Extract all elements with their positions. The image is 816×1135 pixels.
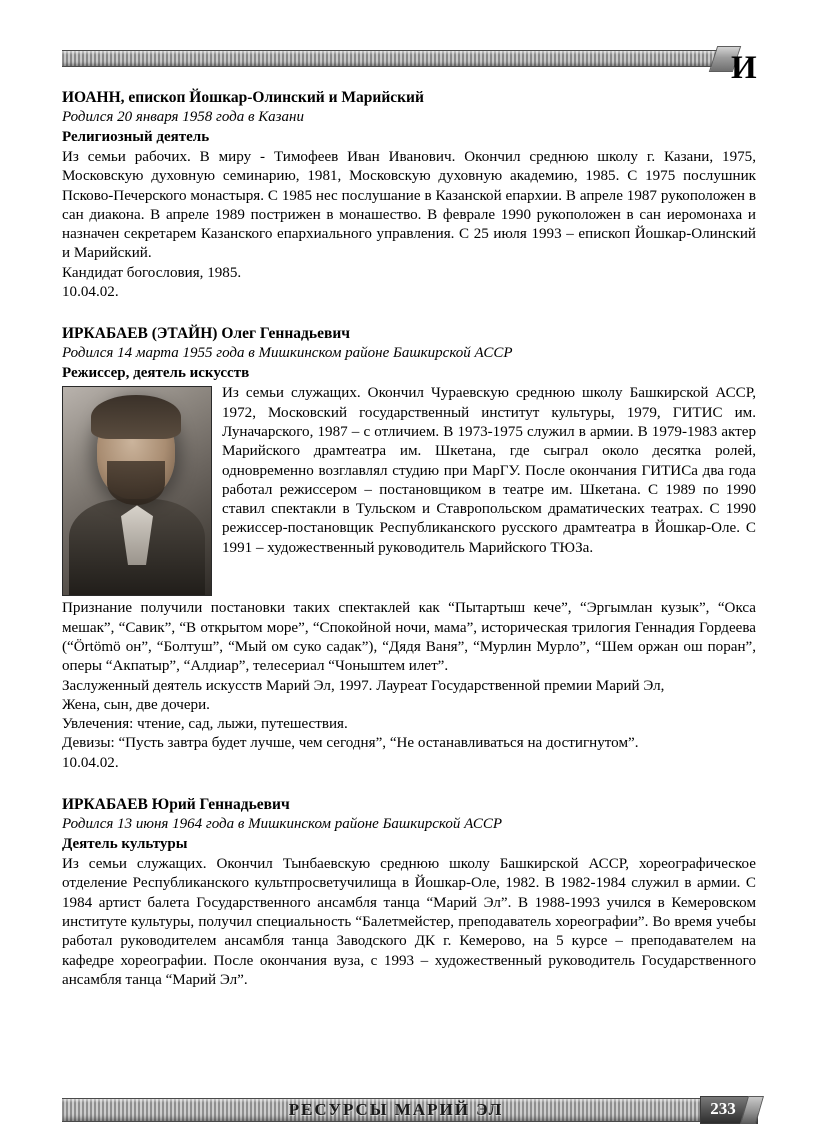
entry-born: Родился 14 марта 1955 года в Мишкинском районе Башкирской АССР (62, 345, 513, 362)
entry-irkabaev-oleg (62, 324, 756, 773)
entry-date: 10.04.02. (62, 754, 119, 771)
entry-irkabaev-yuriy (62, 795, 756, 990)
entry-role: Деятель культуры (62, 836, 188, 853)
header-bar (62, 50, 730, 67)
entry-separator (62, 773, 756, 795)
entry-body-mottos: Девизы: “Пусть завтра будет лучше, чем сегодня”, “Не останавливаться на достигнутом”. (62, 735, 639, 752)
entry-separator (62, 302, 756, 324)
entry-degree: Кандидат богословия, 1985. (62, 264, 242, 281)
section-letter: И (731, 50, 756, 86)
entry-role: Религиозный деятель (62, 129, 210, 145)
entry-born: Родился 13 июня 1964 года в Мишкинском районе Башкирской АССР (62, 816, 503, 833)
entry-born: Родился 20 января 1958 года в Казани (62, 109, 304, 125)
entry-name: ИРКАБАЕВ Юрий Геннадьевич (62, 796, 290, 814)
entry-body-wrapped: Из семьи служащих. Окончил Чураевскую среднюю школу Башкирской АССР, 1972, Московский государственный институт культуры, 1979, ГИТИС им. Луначарского, 1987 – с отличием. В 1973-1975 служил в армии. В 1979-1983 актер Марийского драмтеатра им. Шкетана, где сыграл около десятка ролей, одновременно возглавлял студию при МарГУ. После окончания ГИТИСа два года работал режиссером – постановщиком в театре им. Шкетана. С 1989 по 1990 ставил спектакли в Тульском и Ставропольском драматических театрах. С 1990 режиссер-постановщик Республиканского русского драмтеатра в Йошкар-Оле. С 1991 – художественный руководитель Марийского ТЮЗа. (222, 385, 756, 556)
page-number: 233 (710, 1099, 736, 1118)
portrait-photo (62, 386, 212, 596)
footer-bar (62, 1098, 730, 1122)
entry-body-hobbies: Увлечения: чтение, сад, лыжи, путешествия. (62, 716, 348, 733)
entry-body: Из семьи рабочих. В миру - Тимофеев Иван Иванович. Окончил среднюю школу г. Казани, 1975, Московскую духовную семинарию, 1981, Московскую духовную академию, 1985. С 1975 послушник Псково-Печерского монастыря. С 1985 нес послушание в Казанской епархии. В апреле 1987 рукоположен в сан диакона. В апреле 1989 пострижен в монашество. В феврале 1990 рукоположен в сан иеромонаха и назначен секретарем Казанского епархиального управления. С 25 июля 1993 – епископ Йошкар-Олинский и Марийский. (62, 149, 756, 262)
entry-body-awards: Заслуженный деятель искусств Марий Эл, 1997. Лауреат Государственной премии Марий Эл, (62, 677, 665, 694)
entry-name: ИОАНН, епископ Йошкар-Олинский и Марийский (62, 89, 424, 106)
entry-name: ИРКАБАЕВ (ЭТАЙН) Олег Геннадьевич (62, 325, 351, 343)
entry-body-family: Жена, сын, две дочери. (62, 696, 210, 713)
entry-ioann (62, 88, 756, 302)
entry-body-productions: Признание получили постановки таких спектаклей как “Пытартыш кече”, “Эргымлан кузык”, “Окса мешак”, “Савик”, “В открытом море”, “Спокойной ночи, мама”, историческая трилогия Геннадия Гордеева (“Örtömö он”, “Болтуш”, “Мый ом суко садак”), “Дядя Ваня”, “Мурлин Мурло”, “Шем оржан ош поран”, оперы “Акпатыр”, “Алдиар”, телесериал “Чоныштем илет”. (62, 600, 756, 675)
entry-role: Режиссер, деятель искусств (62, 365, 250, 382)
page-footer (0, 1096, 816, 1130)
entry-date: 10.04.02. (62, 284, 119, 301)
footer-title: РЕСУРСЫ МАРИЙ ЭЛ (288, 1100, 504, 1119)
portrait-hair (91, 395, 181, 439)
page-content (62, 88, 756, 990)
entry-body: Из семьи служащих. Окончил Тынбаевскую среднюю школу Башкирской АССР, хореографическое отделение Республиканского культпросветучилища в Йошкар-Оле, 1982. В 1982-1984 служил в армии. С 1984 артист балета Государственного ансамбля танца “Марий Эл”. В 1988-1993 учился в Кемеровском институте культуры, получил специальность “Балетмейстер, преподаватель хореографии”. Во время учебы работал руководителем ансамбля танца Заводского ДК г. Кемерово, на 5 курсе – преподавателем на кафедре хореографии. После окончания вуза, с 1993 – художественный руководитель Государственного ансамбля танца “Марий Эл”. (62, 856, 756, 988)
header-ornament (0, 46, 816, 86)
